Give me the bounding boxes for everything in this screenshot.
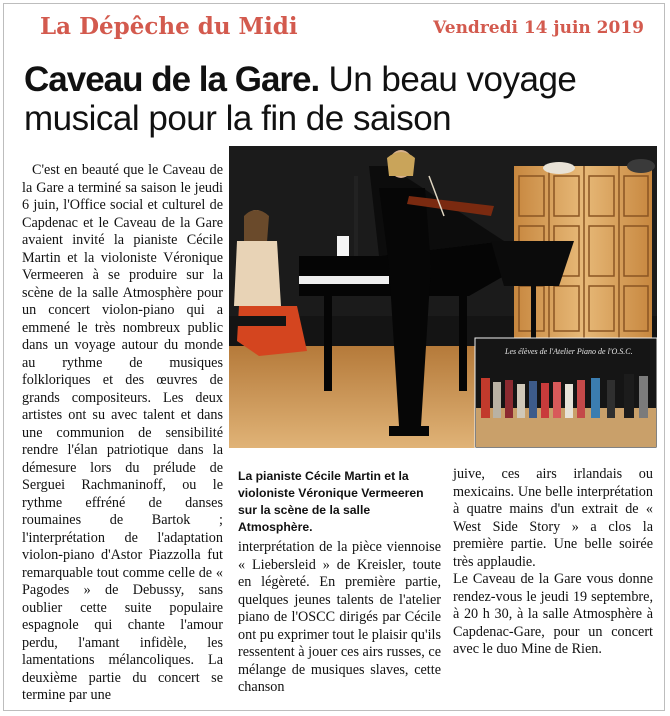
newspaper-name: La Dépêche du Midi [40,13,298,40]
headline [24,60,654,138]
article-paragraph: interprétation de la pièce viennoise « Liebersleid » de Kreisler, toute en légèreté. En première partie, quelques jeunes talents de l'atelier piano de l'OSCC dirigés par Cécile ont pu exprimer tout le plaisir qu'ils ressentent à jouer ces airs russes, ce mélange de musiques slaves, cette chanson [238,539,441,695]
headline-title: Un beau voyage musical pour la fin de saison [24,60,577,138]
article-column-1 [22,162,223,705]
issue-date: Vendredi 14 juin 2019 [433,18,644,38]
article-column-2 [238,539,441,697]
inset-photo-caption: Les élèves de l'Atelier Piano de l'O.S.C. [505,347,633,356]
article-paragraph: Le Caveau de la Gare vous donne rendez-vous le jeudi 19 septembre, à 20 h 30, à la salle Atmosphère à Capdenac-Gare, pour un concert avec le duo Mine de Rien. [453,571,653,657]
headline-kicker: Caveau de la Gare. [24,60,320,99]
article-column-3 [453,466,653,659]
concert-photo [229,146,657,448]
article-paragraph: juive, ces airs irlandais ou mexicains. Une belle interprétation à quatre mains d'un extrait de « West Side Story » a clos la première partie. Une belle soirée très applaudie. [453,466,653,570]
photo-caption: La pianiste Cécile Martin et la violoniste Véronique Vermeeren sur la scène de la salle Atmosphère. [238,469,424,534]
article-paragraph: C'est en beauté que le Caveau de la Gare a terminé sa saison le jeudi 6 juin, l'Office social et culturel de Capdenac et le Caveau de la Gare avaient invité la pianiste Cécile Martin et la violoniste Véronique Vermeeren à se produire sur la scène de la salle Atmosphère pour un concert violon-piano qui a emmené le très nombreux public dans un voyage autour du monde au rythme de musiques folkloriques et des œuvres de grands compositeurs. Les deux artistes ont su avec talent et dans une communion de sensibilité rendre l'élan patriotique dans la démesure lors du prélude de Serguei Rachmaninoff, ou le rythme effréné de danses roumaines de Bartok ; l'interprétation de l'adaptation violon-piano d'Astor Piazzolla fut remarquable tout comme celle de « Pagodes » de Debussy, sans oublier cette suite populaire espagnole qui chante l'amour perdu, l'amant infidèle, les lamentations mélancoliques. La deuxième partie du concert se termine par une [22,162,223,703]
